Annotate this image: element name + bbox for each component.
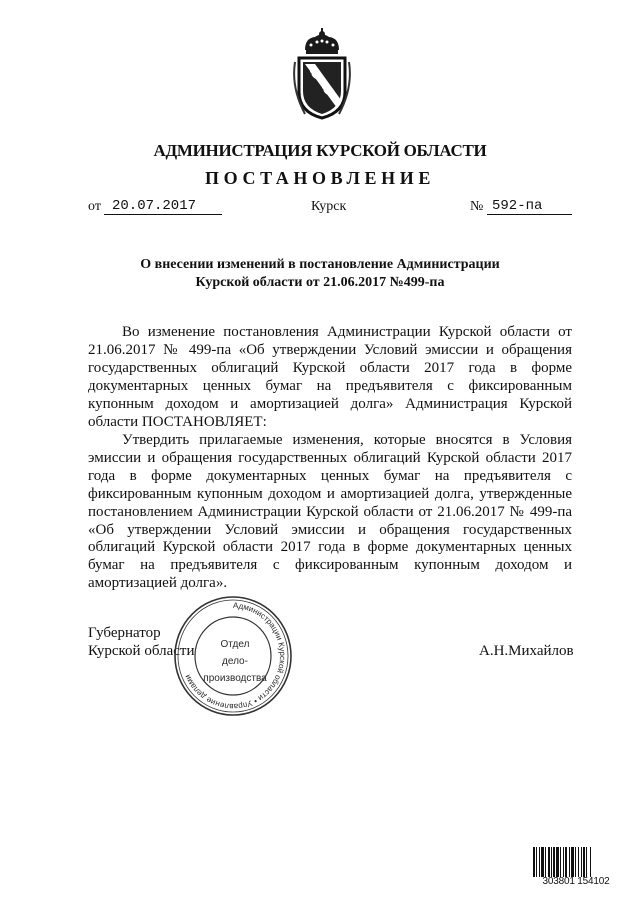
document-subject [110,256,530,292]
date-prefix: от [88,199,101,214]
stamp-center-text [200,636,270,687]
stamp-ring-text: Администрации Курской области • Управление делами [182,600,287,712]
stamp-line-2: дело- [222,656,248,667]
barcode-number: 303801 154102 [542,876,610,887]
subject-line-2: Курской области от 21.06.2017 №499-па [195,275,445,290]
body-paragraph-2: Утвердить прилагаемые изменения, которые вносятся в Условия эмиссии и обращения государственных облигаций Курской области 2017 года в форме документарных ценных бумаг на предъявителя с фиксированным купонным доходом и амортизацией долга, утвержденные постановлением Администрации Курской области от 21.06.2017 № 499-па «Об утверждении Условий эмиссии и обращения государственных облигаций Курской области 2017 года в форме документарных ценных бумаг на предъявителя с фиксированным купонным доходом и амортизацией долга». [88,432,572,592]
barcode [533,847,619,877]
document-number: 592-па [492,198,543,214]
signer-name: А.Н.Михайлов [479,643,574,659]
signer-title-line-2: Курской области [88,643,195,659]
coat-of-arms-emblem [291,28,353,120]
stamp-line-1: Отдел [220,639,250,650]
city: Курск [311,199,347,214]
document-date: 20.07.2017 [112,198,197,214]
document-type: ПОСТАНОВЛЕНИЕ [205,168,435,188]
number-prefix: № [470,199,484,214]
body-paragraph-1: Во изменение постановления Администрации Курской области от 21.06.2017 № 499-па «Об утверждении Условий эмиссии и обращения государственных облигаций Курской области 2017 года в форме документарных ценных бумаг на предъявителя с фиксированным купонным доходом и амортизацией долга» Администрация Курской области ПОСТАНОВЛЯЕТ: [88,324,572,430]
subject-line-1: О внесении изменений в постановление Администрации [140,257,500,272]
organization-title: АДМИНИСТРАЦИЯ КУРСКОЙ ОБЛАСТИ [153,141,487,160]
stamp-line-3: производства [203,673,267,684]
signer-title-line-1: Губернатор [88,625,161,641]
